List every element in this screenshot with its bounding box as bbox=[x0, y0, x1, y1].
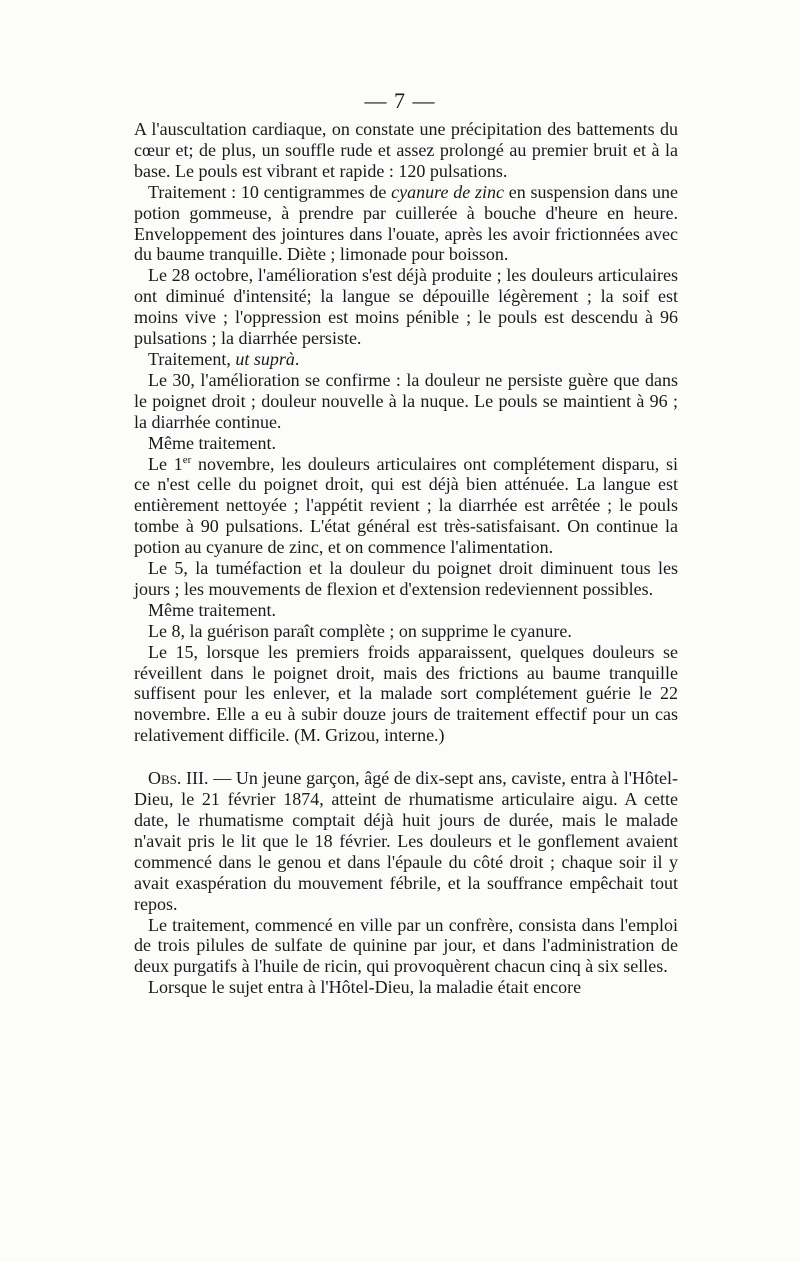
paragraph: Même traitement. bbox=[148, 432, 276, 453]
body-text bbox=[134, 119, 678, 998]
paragraph: Le 8, la guérison paraît complète ; on supprime le cyanure. bbox=[148, 620, 572, 641]
paragraph: A l'auscultation cardiaque, on constate une précipitation des battements du cœur et; de plus, un souffle rude et assez prolongé au premier bruit et à la base. Le pouls est vibrant et rapide : 120 pulsations. bbox=[134, 119, 678, 181]
text-run: Traitement : 10 centigrammes de bbox=[148, 181, 392, 202]
paragraph bbox=[134, 349, 678, 370]
paragraph: Le 28 octobre, l'amélioration s'est déjà produite ; les douleurs articulaires ont diminué d'intensité; la langue se dépouille légèrement ; la soif est moins vive ; l'oppression est moins pénible ; le pouls est descendu à 96 pulsations ; la diarrhée persiste. bbox=[134, 265, 678, 349]
text-run: Traitement, bbox=[148, 348, 236, 369]
paragraph: Le 15, lorsque les premiers froids apparaissent, quelques douleurs se réveillent dans le poignet droit, mais des frictions au baume tranquille suffisent pour les enlever, et la malade sort complétement guérie le 22 novembre. Elle a eu à subir douze jours de traitement effectif pour un cas relativement difficile. (M. Grizou, interne.) bbox=[134, 641, 678, 746]
text-run: en suspension dans une potion gommeuse, à prendre par cuillerée à bouche d'heure en heure. Enveloppement des jointures dans l'ouate, après les avoir frictionnées avec du baume tranquille. Diète ; limonade pour boisson. bbox=[134, 181, 678, 265]
text-run: Le 1 bbox=[148, 453, 183, 474]
paragraph: Le traitement, commencé en ville par un confrère, consista dans l'emploi de trois pilules de sulfate de quinine par jour, et dans l'administration de deux purgatifs à l'huile de ricin, qui provoquèrent chacun cinq à six selles. bbox=[134, 914, 678, 977]
text-run: novembre, les douleurs articulaires ont complétement disparu, si ce n'est celle du poignet droit, qui est déjà bien atténuée. La langue est entièrement nettoyée ; l'appétit revient ; la diarrhée est arrêtée ; le pouls tombe à 90 pulsations. L'état général est très-satisfaisant. On continue la potion au cyanure de zinc, et on commence l'alimentation. bbox=[134, 453, 678, 558]
paragraph: Lorsque le sujet entra à l'Hôtel-Dieu, la maladie était encore bbox=[148, 977, 582, 998]
paragraph: Le 5, la tuméfaction et la douleur du poignet droit diminuent tous les jours ; les mouvements de flexion et d'extension redeviennent possibles. bbox=[134, 558, 678, 599]
italic-term: ut suprà bbox=[235, 348, 295, 369]
observation-label: Obs. III. bbox=[148, 768, 209, 789]
paragraph: Le 30, l'amélioration se confirme : la douleur ne persiste guère que dans le poignet droit ; douleur nouvelle à la nuque. Le pouls se maintient à 96 ; la diarrhée continue. bbox=[134, 369, 678, 432]
text-run: . bbox=[294, 348, 300, 369]
page-number: — 7 — bbox=[364, 88, 436, 113]
italic-term: cyanure de zinc bbox=[391, 181, 504, 202]
superscript: er bbox=[182, 453, 192, 466]
text-run: — Un jeune garçon, âgé de dix-sept ans, caviste, entra à l'Hôtel-Dieu, le 21 février 1874, atteint de rhumatisme articulaire aigu. A cette date, le rhumatisme comptait déjà huit jours de durée, mais le malade n'avait pris le lit que le 18 février. Les douleurs et le gonflement avaient commencé dans le genou et dans l'épaule du côté droit ; chaque soir il y avait exaspération du mouvement fébrile, et la souffrance empêchait tout repos. bbox=[134, 768, 678, 914]
paragraph: Même traitement. bbox=[148, 599, 276, 620]
paragraph bbox=[134, 454, 678, 559]
observation-paragraph bbox=[134, 768, 678, 914]
paragraph bbox=[134, 182, 678, 266]
